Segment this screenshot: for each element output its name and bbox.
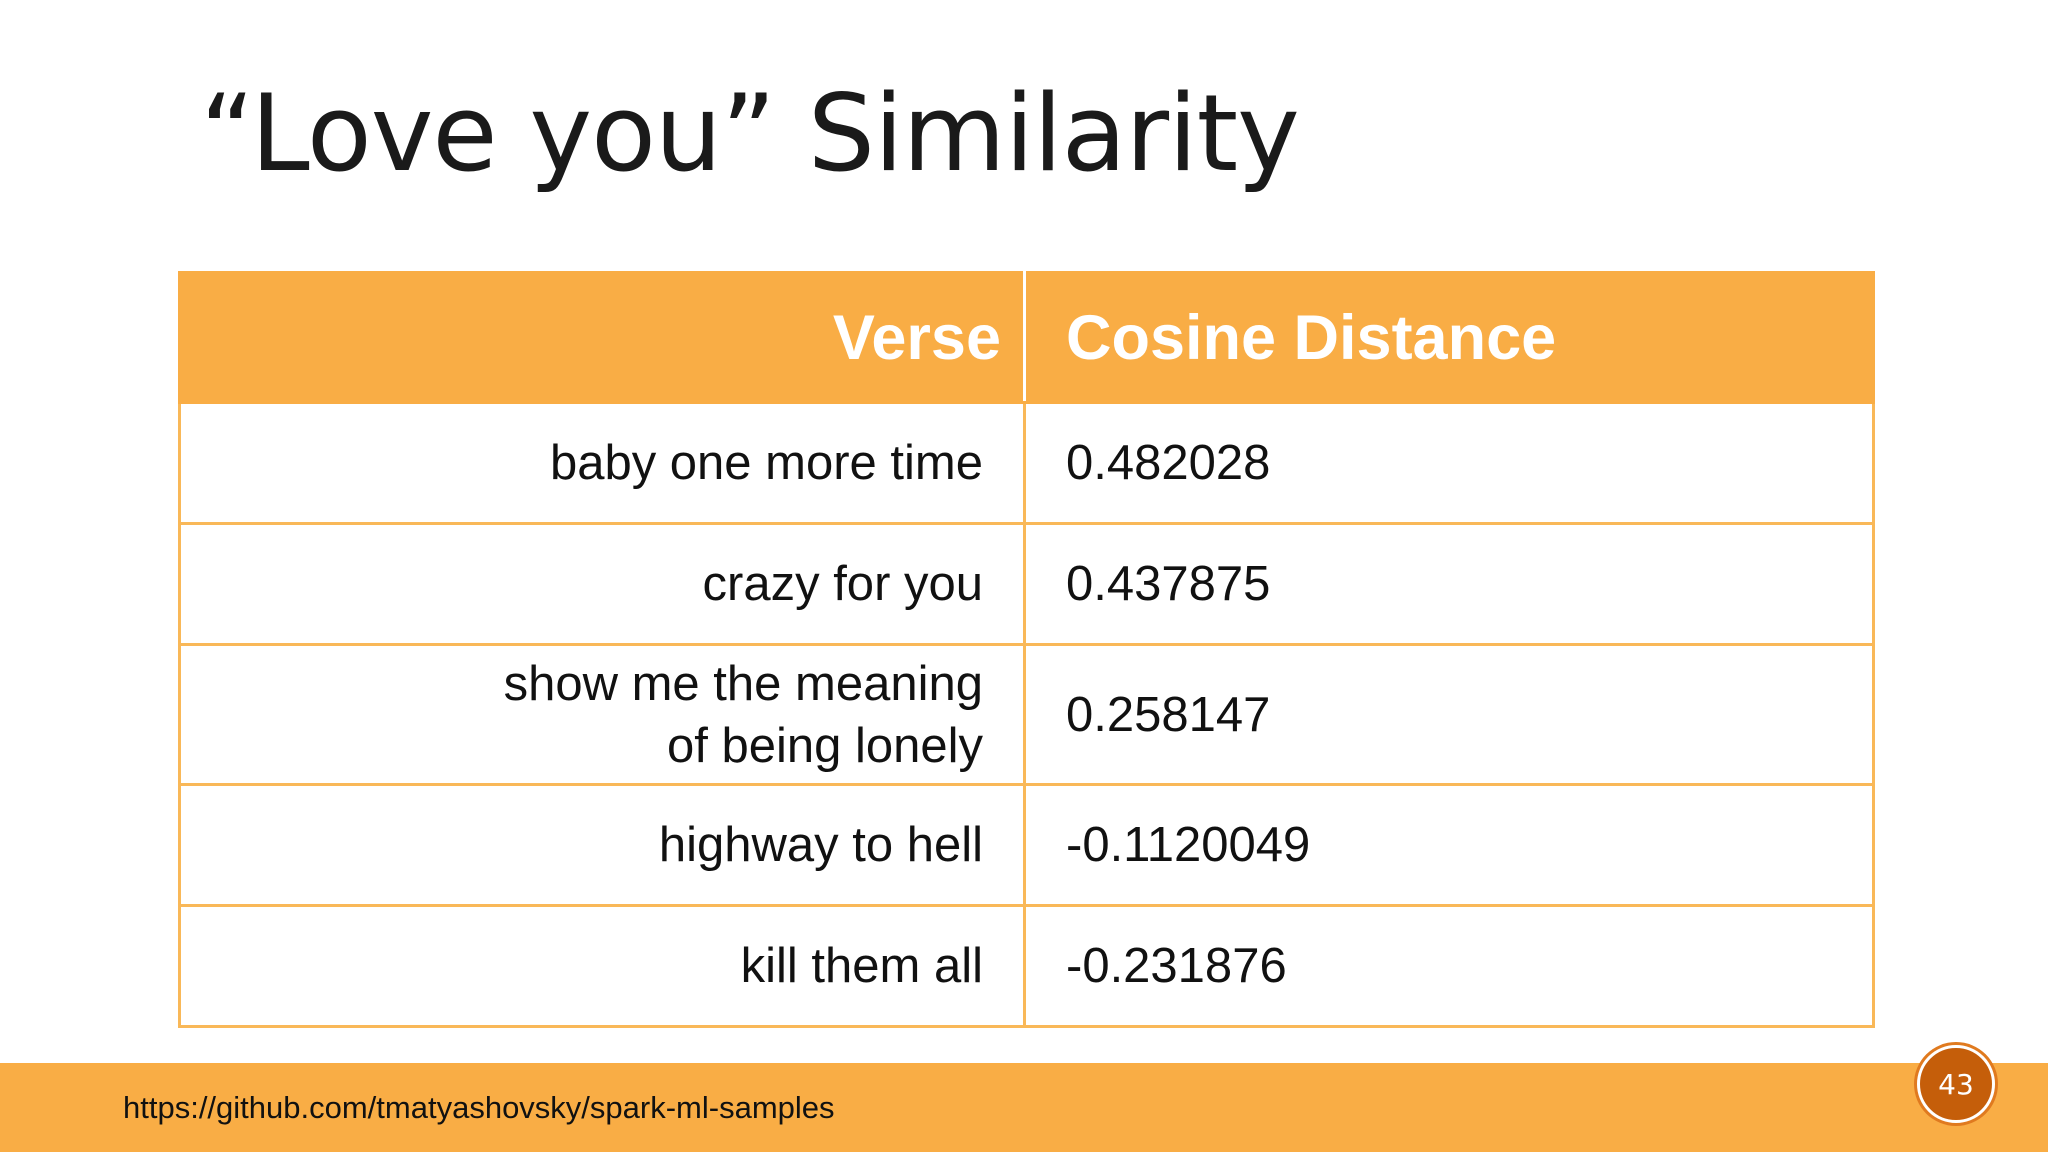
similarity-table [178, 271, 1875, 1028]
distance-cell: 0.482028 [1025, 403, 1874, 524]
column-header-cosine-distance: Cosine Distance [1025, 273, 1874, 403]
footer-link[interactable]: https://github.com/tmatyashovsky/spark-ml-samples [123, 1090, 835, 1125]
distance-cell: -0.1120049 [1025, 785, 1874, 906]
table-row [180, 524, 1874, 645]
verse-line: of being lonely [666, 718, 983, 773]
verse-cell: highway to hell [180, 785, 1025, 906]
distance-cell: 0.437875 [1025, 524, 1874, 645]
verse-line: show me the meaning [503, 656, 983, 711]
column-header-verse: Verse [180, 273, 1025, 403]
table-row [180, 785, 1874, 906]
distance-cell: 0.258147 [1025, 645, 1874, 785]
table-row [180, 645, 1874, 785]
verse-cell: crazy for you [180, 524, 1025, 645]
table-header-row [180, 273, 1874, 403]
verse-cell: baby one more time [180, 403, 1025, 524]
slide-title: “Love you” Similarity [200, 72, 1299, 195]
table-row [180, 403, 1874, 524]
verse-cell [180, 645, 1025, 785]
distance-cell: -0.231876 [1025, 906, 1874, 1027]
verse-cell: kill them all [180, 906, 1025, 1027]
table-row [180, 906, 1874, 1027]
page-number-badge: 43 [1917, 1045, 1995, 1123]
